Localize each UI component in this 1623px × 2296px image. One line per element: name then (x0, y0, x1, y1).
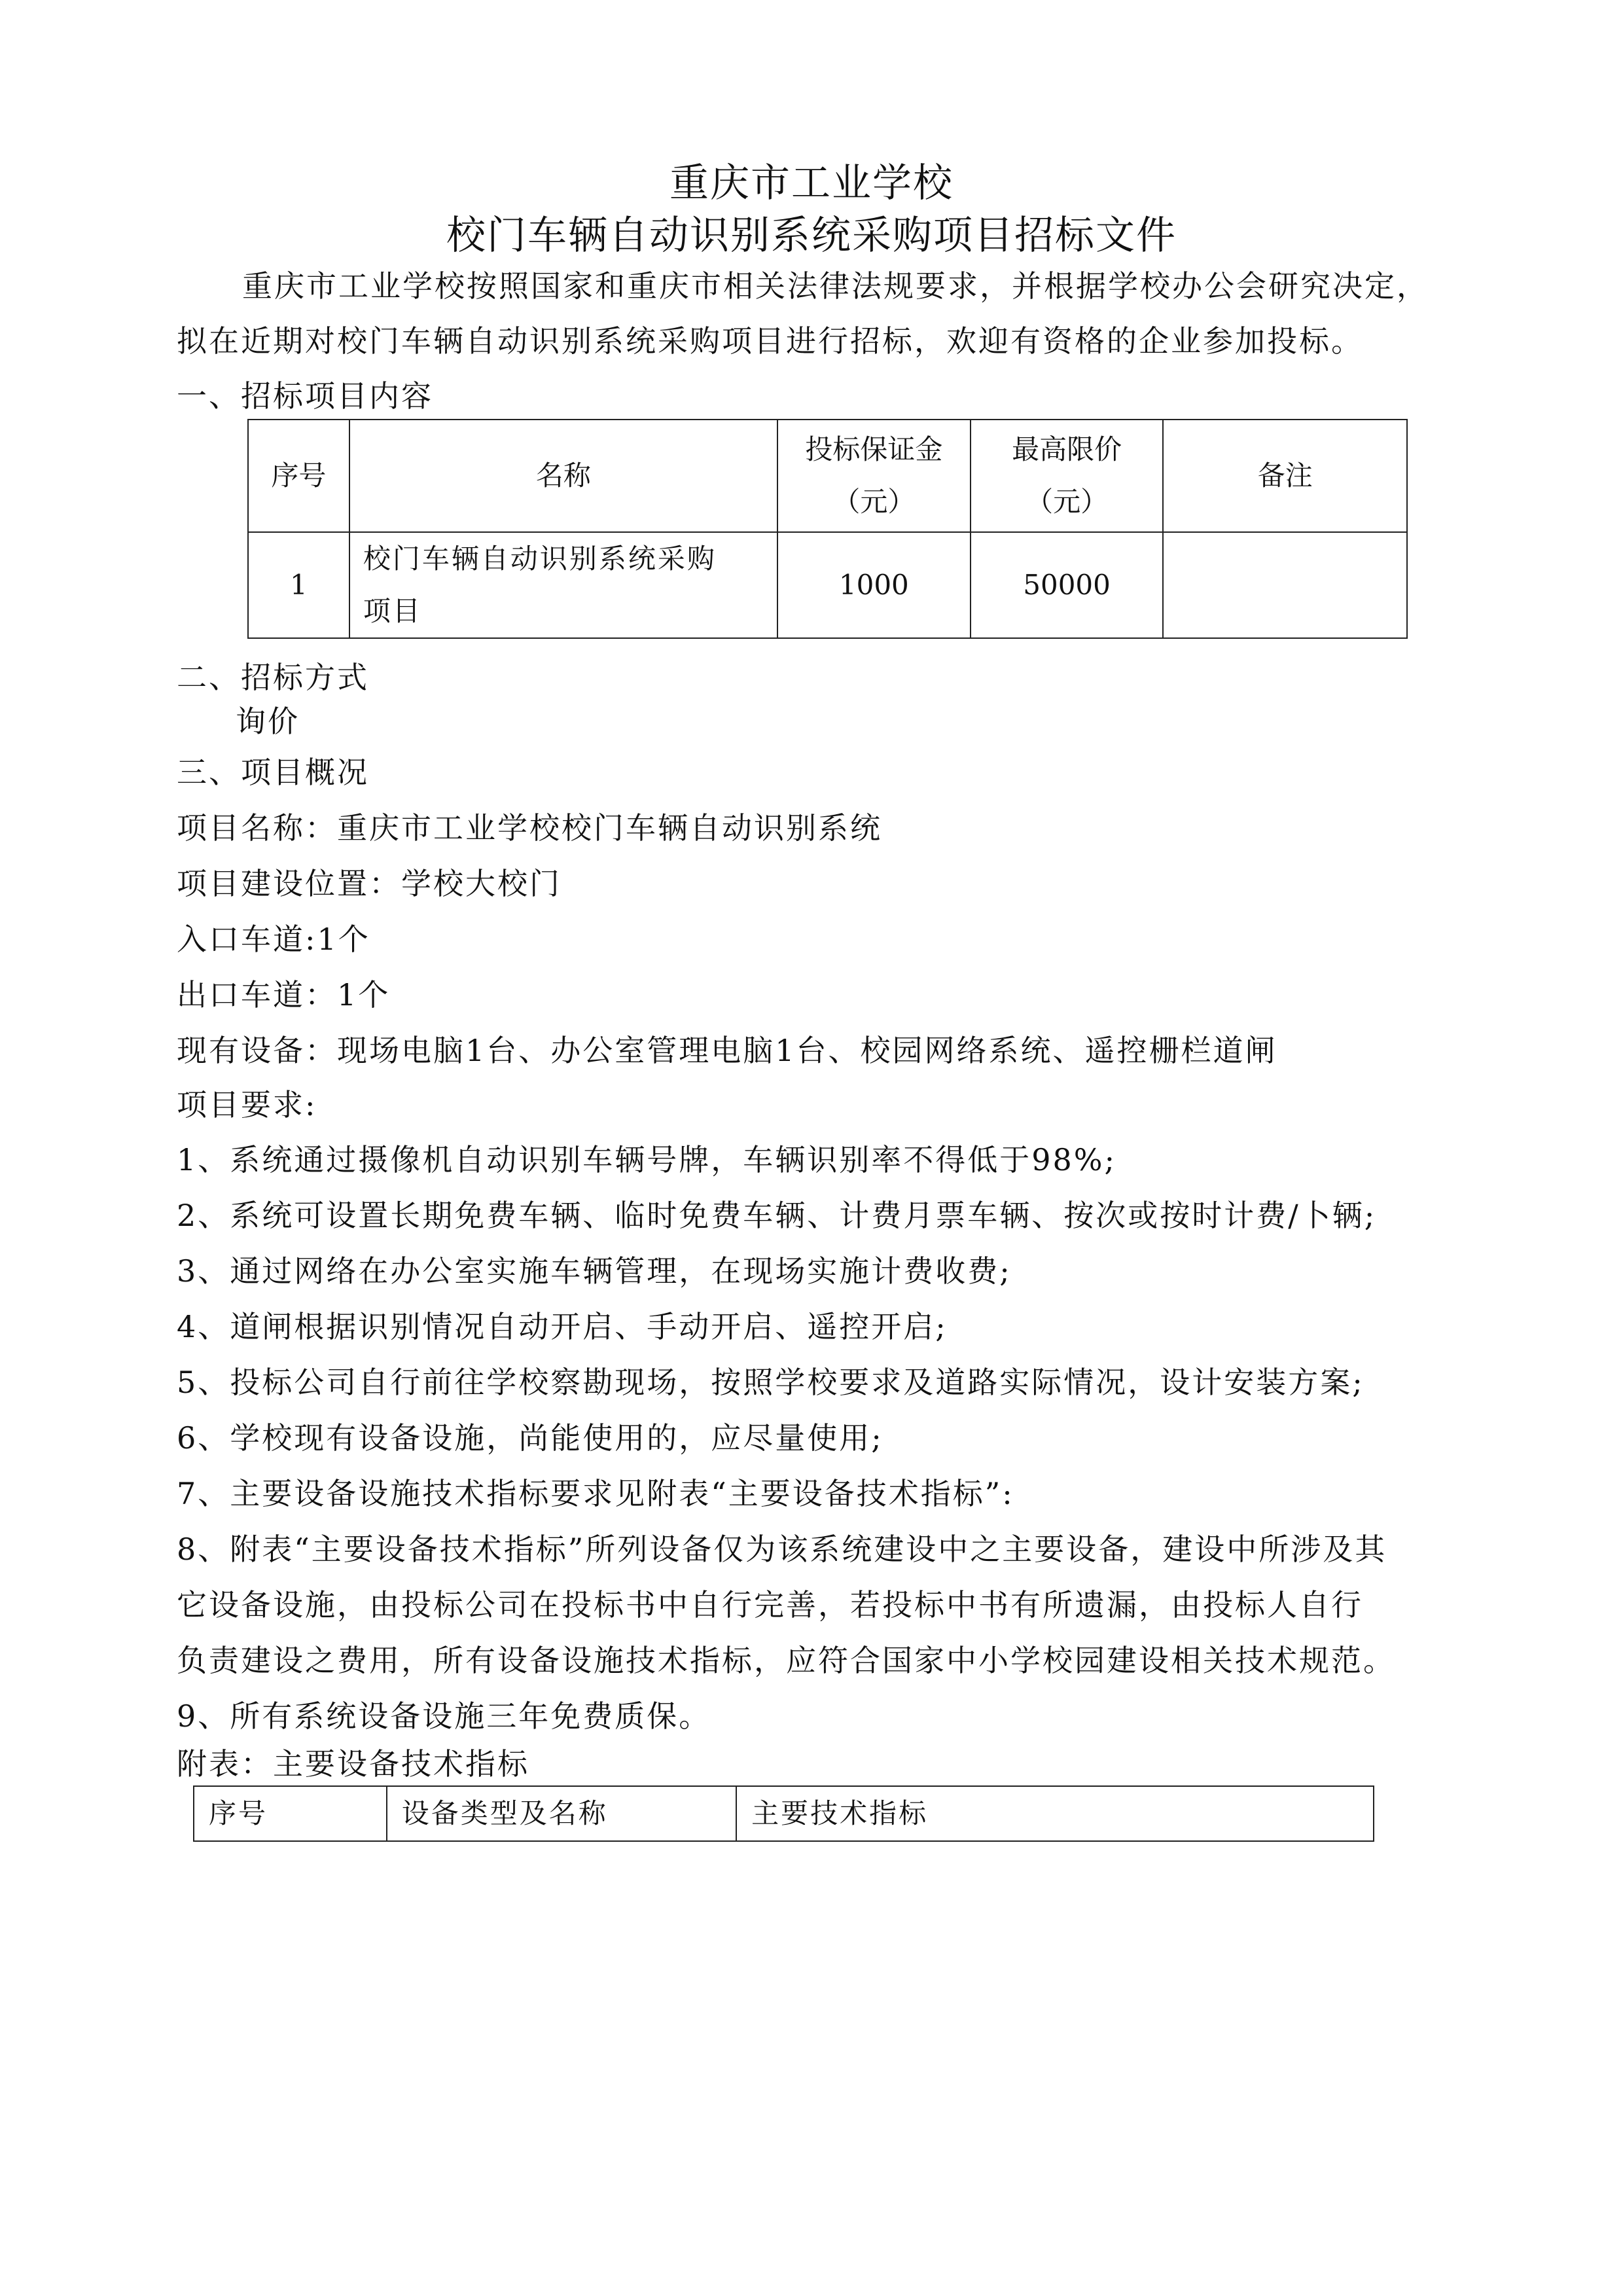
requirement-item: 7、主要设备设施技术指标要求见附表“主要设备技术指标”: (177, 1476, 1014, 1511)
appendix-table (193, 1785, 1374, 1842)
requirement-9: 9、所有系统设备设施三年免费质保。 (177, 1698, 711, 1734)
section3-heading: 三、项目概况 (177, 755, 369, 790)
requirement-item: 3、通过网络在办公室实施车辆管理，在现场实施计费收费; (177, 1253, 1012, 1289)
project-name: 项目名称：重庆市工业学校校门车辆自动识别系统 (177, 810, 882, 846)
header-maxprice (971, 420, 1164, 532)
header-maxprice-line2: （元） (1026, 486, 1109, 518)
requirement-item: 6、学校现有设备设施，尚能使用的，应尽量使用; (177, 1420, 883, 1456)
header-deposit-line1: 投标保证金 (805, 433, 943, 465)
table-row (248, 532, 1407, 638)
appendix-header-spec: 主要技术指标 (736, 1786, 1374, 1841)
existing-equipment: 现有设备：现场电脑1台、办公室管理电脑1台、校园网络系统、遥控栅栏道闸 (177, 1033, 1277, 1068)
cell-maxprice: 50000 (971, 532, 1164, 638)
header-maxprice-line1: 最高限价 (1012, 433, 1122, 465)
header-deposit-line2: （元） (832, 486, 916, 518)
cell-name-line1: 校门车辆自动识别系统采购 (363, 543, 717, 575)
cell-remark (1163, 532, 1407, 638)
document-title-project: 校门车辆自动识别系统采购项目招标文件 (446, 213, 1177, 259)
cell-deposit: 1000 (777, 532, 971, 638)
header-seq: 序号 (248, 420, 349, 532)
section2-heading: 二、招标方式 (177, 660, 369, 695)
requirement-8-line2: 它设备设施，由投标公司在投标书中自行完善，若投标中书有所遗漏，由投标人自行 (177, 1587, 1363, 1623)
header-deposit (777, 420, 971, 532)
requirement-item: 4、道闸根据识别情况自动开启、手动开启、遥控开启; (177, 1309, 948, 1344)
requirement-8-line3: 负责建设之费用，所有设备设施技术指标，应符合国家中小学校园建设相关技术规范。 (177, 1643, 1395, 1678)
section1-heading: 一、招标项目内容 (177, 378, 433, 414)
table-header-row (248, 420, 1407, 532)
appendix-header-seq: 序号 (194, 1786, 387, 1841)
header-remark: 备注 (1163, 420, 1407, 532)
requirements-heading: 项目要求: (177, 1087, 317, 1122)
appendix-header-row (194, 1786, 1374, 1841)
requirement-item: 1、系统通过摄像机自动识别车辆号牌，车辆识别率不得低于98%; (177, 1142, 1117, 1177)
header-name: 名称 (349, 420, 777, 532)
requirement-item: 2、系统可设置长期免费车辆、临时免费车辆、计费月票车辆、按次或按时计费/卜辆; (177, 1198, 1377, 1233)
appendix-header-type: 设备类型及名称 (387, 1786, 736, 1841)
project-location: 项目建设位置：学校大校门 (177, 866, 562, 901)
document-title-school: 重庆市工业学校 (669, 160, 954, 206)
exit-lane: 出口车道：1个 (177, 977, 391, 1013)
bid-items-table (247, 419, 1408, 639)
requirement-item: 5、投标公司自行前往学校察勘现场，按照学校要求及道路实际情况，设计安装方案; (177, 1365, 1364, 1400)
cell-name-line2: 项目 (363, 595, 422, 627)
bid-method: 询价 (236, 704, 300, 739)
intro-paragraph: 重庆市工业学校按照国家和重庆市相关法律法规要求，并根据学校办公会研究决定，拟在近期对校门车辆自动识别系统采购项目进行招标，欢迎有资格的企业参加投标。 (177, 268, 1429, 359)
requirement-8-line1: 8、附表“主要设备技术指标”所列设备仅为该系统建设中之主要设备，建设中所涉及其 (177, 1532, 1387, 1567)
cell-name (349, 532, 777, 638)
entry-lane: 入口车道:1个 (177, 922, 370, 957)
cell-seq: 1 (248, 532, 349, 638)
appendix-heading: 附表：主要设备技术指标 (177, 1746, 529, 1782)
